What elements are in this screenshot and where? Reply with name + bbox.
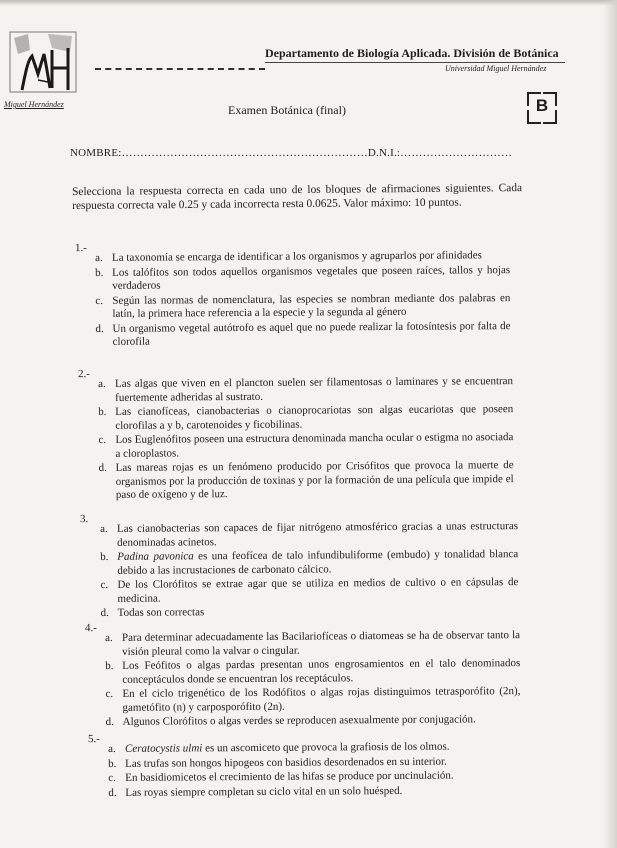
question-number: 4.-	[84, 622, 97, 635]
option-text: Los talófitos son todos aquellos organismos vegetales que poseen raíces, tallos y hojas verdaderos	[112, 263, 511, 292]
option-letter: b.	[105, 659, 114, 672]
option-letter: a.	[98, 377, 106, 390]
option-text: De los Clorófitos se extrae agar que se utiliza en medios de cultivo o en cápsulas de medicina.	[117, 576, 519, 605]
exam-model-letter: B	[535, 96, 549, 115]
answer-option	[95, 264, 510, 294]
option-letter: c.	[95, 294, 104, 307]
question-block-4	[84, 622, 521, 730]
logo-caption: Miguel Hernández	[4, 100, 64, 109]
answer-option	[100, 548, 518, 578]
option-letter: d.	[98, 461, 107, 474]
option-letter: c.	[100, 578, 109, 591]
answer-option	[108, 740, 520, 756]
option-text: Las cianofíceas, cianobacterias o cianoprocariotas son algas eucariotas que poseen clorofilas a y b, carotenoides y ficobilinas.	[115, 403, 514, 432]
instructions-paragraph: Selecciona la respuesta correcta en cada uno de los bloques de afirmaciones siguientes. Cada respuesta correcta vale 0.25 y cada incorrecta resta 0.0625. Valor máximo: 10 puntos.	[72, 182, 523, 212]
option-letter: c.	[108, 771, 116, 784]
question-block-2	[77, 368, 514, 503]
name-dni-field: NOMBRE:…………………………………………………………D.N.I.:…………………………	[70, 147, 513, 159]
university-logo-icon	[8, 30, 78, 102]
option-letter: b.	[95, 266, 104, 279]
answer-option	[108, 755, 520, 771]
option-letter: b.	[108, 757, 117, 770]
question-block-1	[74, 242, 511, 350]
exam-title: Examen Botánica (final)	[228, 103, 346, 117]
question-block-5	[87, 733, 520, 801]
answer-option	[100, 520, 518, 550]
exam-model-box	[527, 92, 557, 124]
department-heading: Departamento de Biología Aplicada. División de Botánica	[265, 46, 559, 60]
option-text: Los Feófitos o algas pardas presentan unos engrosamientos en el talo denominados conceptáculos donde se encuentran los receptáculos.	[122, 657, 521, 686]
option-text: Un organismo vegetal autótrofo es aquel que no puede realizar la fotosíntesis por falta de clorofila	[112, 319, 511, 348]
answer-option	[95, 292, 510, 322]
option-text: En basidiomicetos el crecimiento de las hifas se produce por uncinulación.	[125, 769, 454, 784]
answer-option	[105, 685, 520, 715]
answer-option	[105, 629, 520, 659]
answer-option	[106, 713, 521, 729]
option-letter: a.	[105, 631, 113, 644]
answer-option	[98, 375, 513, 405]
option-letter: d.	[105, 715, 114, 728]
option-letter: a.	[95, 251, 103, 264]
option-text: Según las normas de nomenclatura, las especies se nombran mediante dos palabras en latín, la primera hace referencia a la especie y la segunda al género	[112, 291, 511, 320]
species-name: Ceratocystis ulmi	[124, 742, 203, 755]
option-letter: b.	[98, 405, 107, 418]
option-text: Algunos Clorófitos o algas verdes se reproducen asexualmente por conjugación.	[122, 713, 476, 728]
question-block-3	[79, 513, 519, 621]
option-text: Todas son correctas	[117, 606, 205, 619]
answer-option	[105, 657, 520, 687]
option-letter: d.	[108, 786, 117, 799]
option-text: En el ciclo trigenético de los Rodófitos o algas rojas distinguimos tetrasporófito (2n), gametófito (n) y carposporófito (2n).	[122, 685, 521, 714]
answer-option	[98, 403, 513, 433]
scan-shadow-right	[603, 0, 617, 848]
question-number: 3.	[79, 513, 89, 526]
answer-option	[108, 769, 520, 785]
heading-rule	[265, 62, 565, 63]
option-letter: a.	[108, 742, 116, 755]
option-text: Las cianobacterias son capaces de fijar nitrógeno atmosférico gracias a unas estructuras denominadas acinetos.	[116, 520, 519, 549]
option-letter: d.	[100, 606, 109, 619]
answer-option	[101, 604, 519, 620]
option-letter: c.	[98, 433, 107, 446]
decorative-dashes	[95, 68, 265, 70]
option-text: Las mareas rojas es un fenómeno producido por Crisófitos que provoca la muerte de organismos por la producción de toxinas y por la formación de una película que impide el paso de oxígeno y de luz.	[115, 459, 514, 501]
university-name: Universidad Miguel Hernández	[445, 64, 547, 73]
option-text: es un ascomiceto que provoca la grafiosis de los olmos.	[202, 740, 450, 755]
question-number: 2.-	[77, 368, 90, 381]
answer-option	[108, 784, 520, 800]
answer-option	[95, 320, 510, 350]
question-number: 1.-	[74, 242, 87, 255]
answer-option	[98, 431, 513, 461]
option-text: Las algas que viven en el plancton suelen ser filamentosas o laminares y se encuentran fuertemente adheridas al sustrato.	[114, 375, 514, 404]
answer-option	[100, 576, 518, 606]
option-text: Las trufas son hongos hipogeos con basidios desordenados en su interior.	[125, 755, 447, 770]
option-text: Las royas siempre completan su ciclo vital en un solo huésped.	[125, 784, 403, 799]
option-text: Para determinar adecuadamente las Bacilariofíceas o diatomeas se ha de observar tanto la visión pleural como la valvar o cingular.	[121, 629, 521, 658]
option-letter: a.	[100, 522, 108, 535]
answer-option	[99, 459, 514, 502]
question-number: 5.-	[87, 733, 100, 746]
scan-shadow-top	[0, 0, 617, 6]
option-letter: d.	[95, 322, 104, 335]
option-letter: c.	[105, 687, 114, 700]
species-name: Padina pavonica	[117, 550, 194, 563]
option-text: La taxonomía se encarga de identificar a los organismos y agruparlos por afinidades	[111, 249, 482, 264]
option-text: Los Euglenófitos poseen una estructura denominada mancha ocular o estigma no asociada a cloroplastos.	[115, 431, 514, 460]
option-text: es una feofícea de talo infundibuliforme (embudo) y tonalidad blanca debido a las incrustaciones de carbonato cálcico.	[117, 548, 519, 577]
option-letter: b.	[100, 550, 109, 563]
